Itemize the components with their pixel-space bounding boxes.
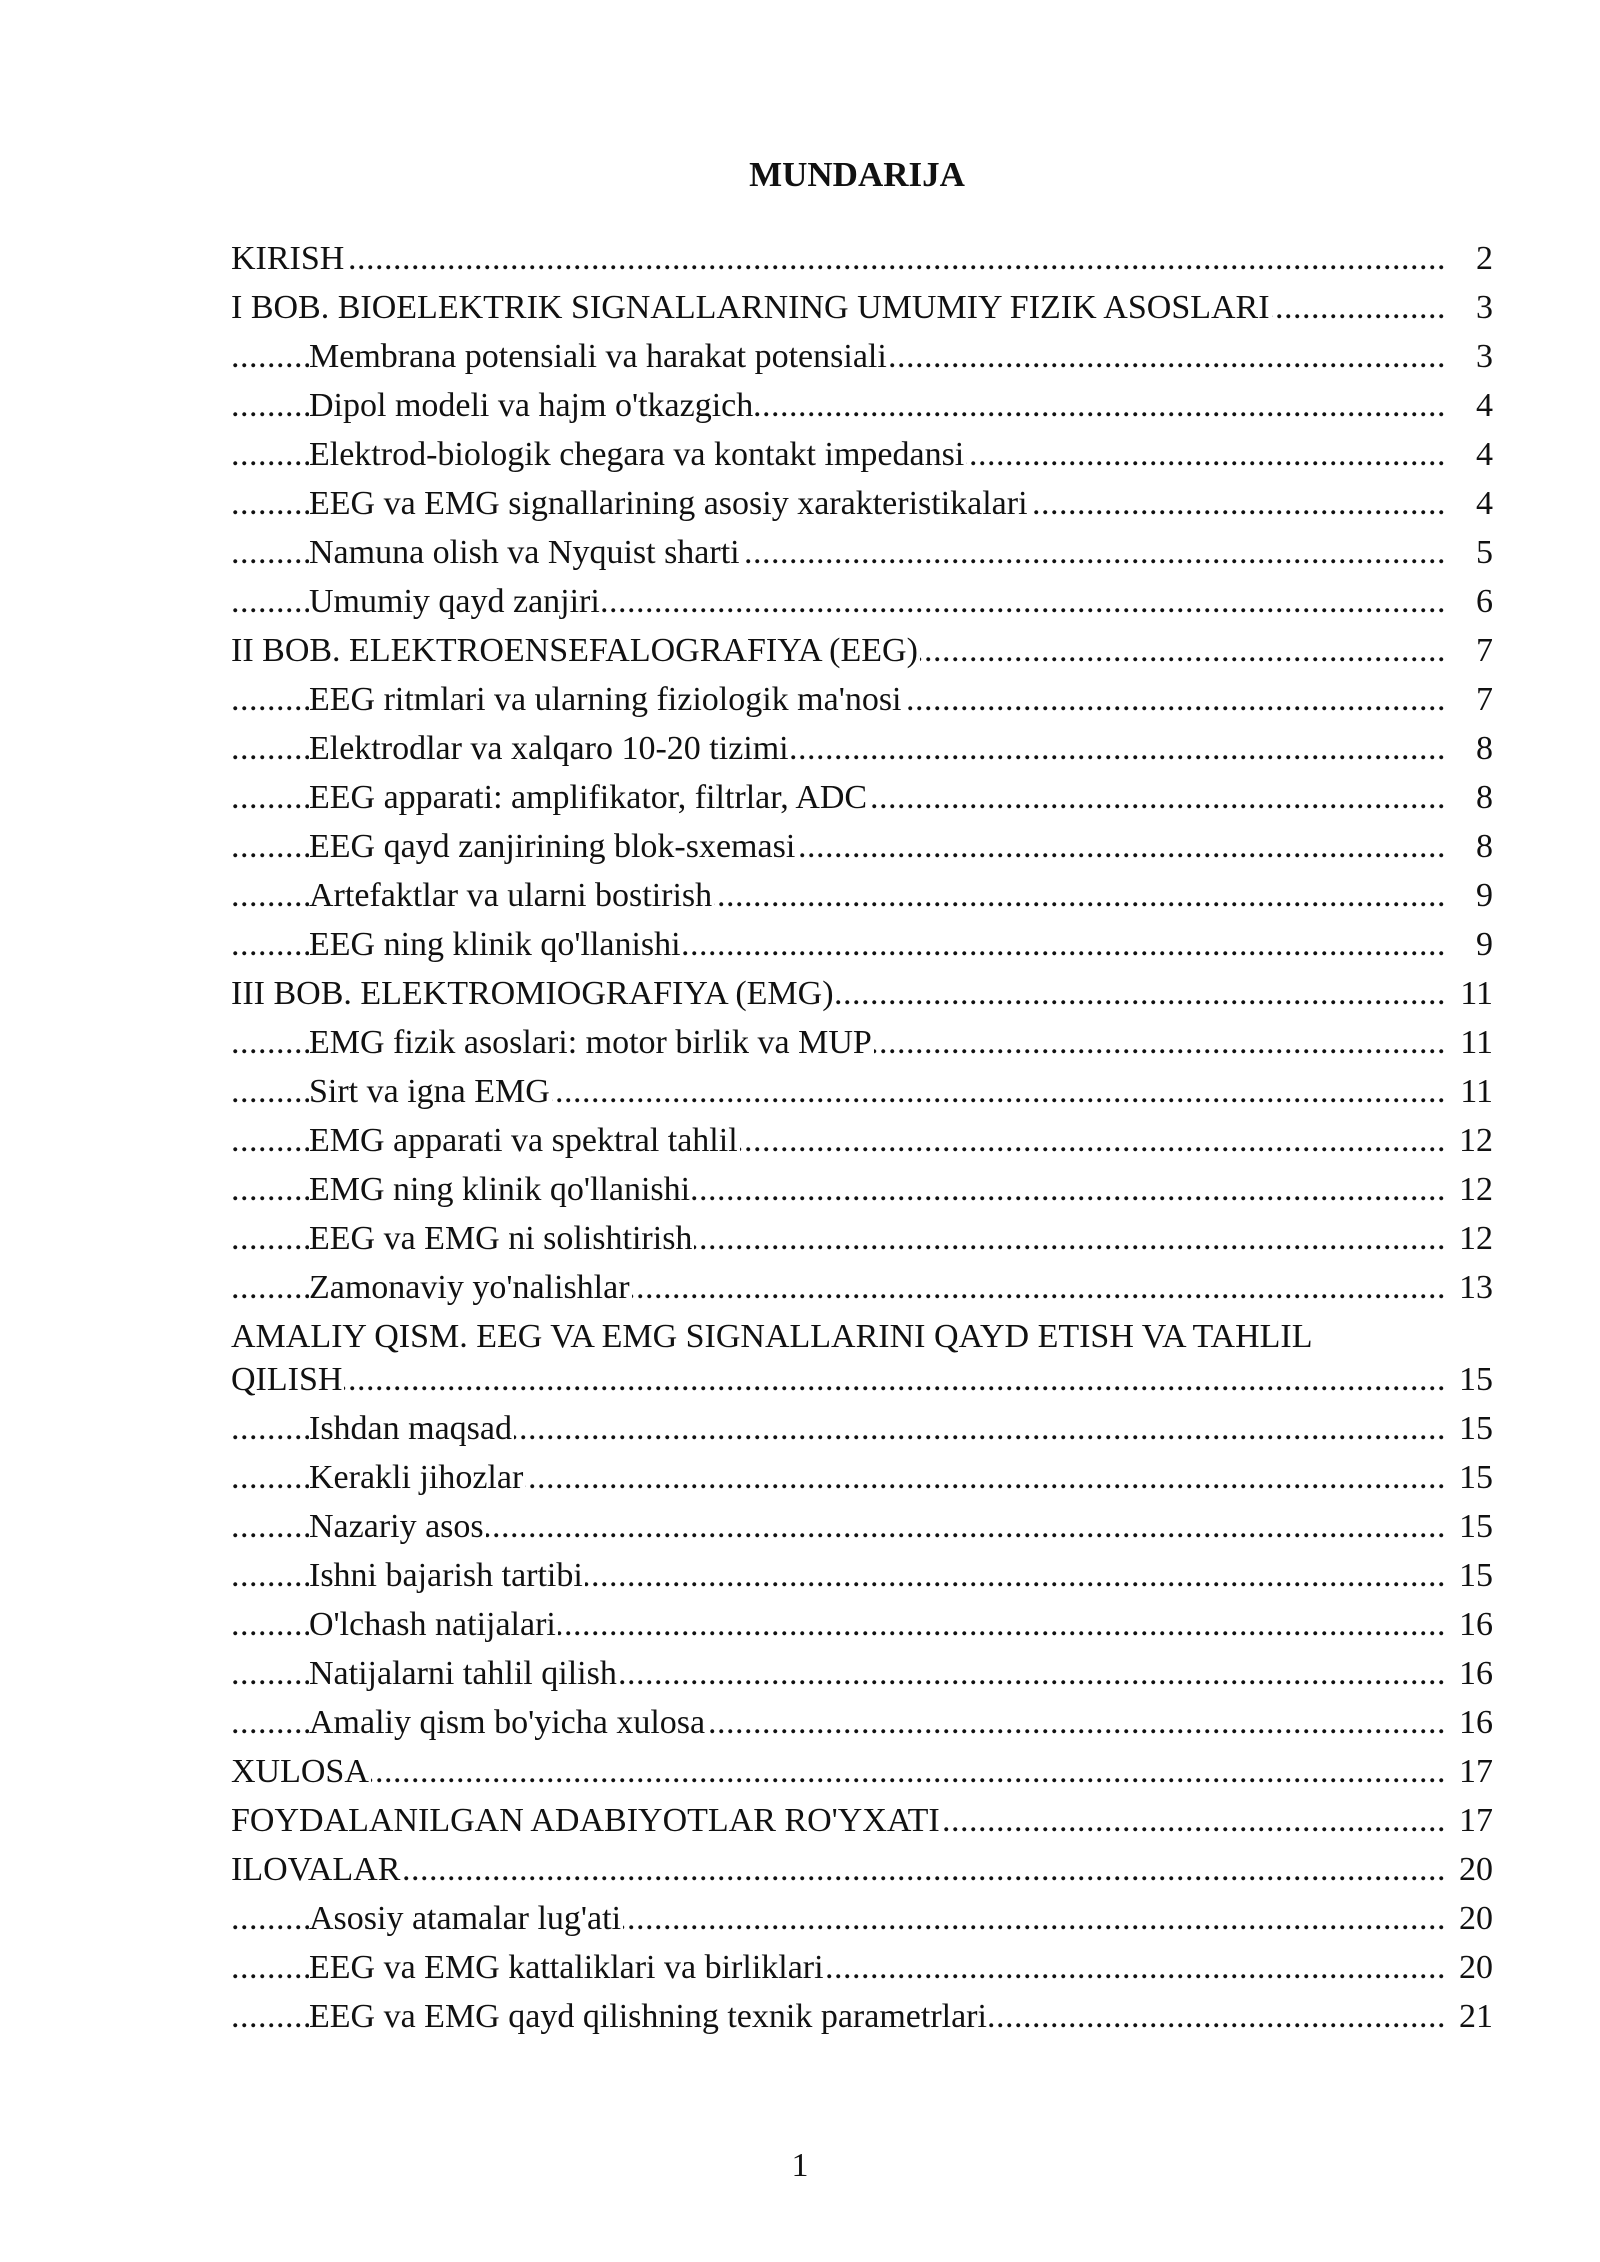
toc-section-entry[interactable] [231,430,1493,479]
toc-page-number: 7 [1447,626,1493,675]
toc-page-number: 8 [1447,773,1493,822]
toc-section-entry[interactable] [231,920,1493,969]
toc-section-entry[interactable] [231,773,1493,822]
toc-entry-label: II BOB. ELEKTROENSEFALOGRAFIYA (EEG) [231,626,920,675]
toc-entry-label: III BOB. ELEKTROMIOGRAFIYA (EMG) [231,969,836,1018]
toc-section-entry[interactable] [231,724,1493,773]
toc-page-number: 4 [1447,430,1493,479]
toc-section-entry[interactable] [231,1018,1493,1067]
toc-entry-label: EEG va EMG ni solishtirish [309,1214,694,1263]
toc-page-number: 11 [1447,969,1493,1018]
toc-section-entry[interactable] [231,332,1493,381]
toc-entry-label: Asosiy atamalar lug'ati [309,1894,623,1943]
toc-section-entry[interactable] [231,1214,1493,1263]
toc-chapter-entry[interactable] [231,1312,1493,1404]
toc-entry-label: XULOSA [231,1747,371,1796]
toc-section-entry[interactable] [231,1263,1493,1312]
toc-page-number: 8 [1447,822,1493,871]
toc-entry-label: EEG va EMG qayd qilishning texnik parametrlari [309,1992,989,2041]
toc-page-number: 3 [1447,332,1493,381]
toc-entry-label: Elektrodlar va xalqaro 10-20 tizimi [309,724,791,773]
toc-entry-label: EEG ning klinik qo'llanishi [309,920,683,969]
toc-section-entry[interactable] [231,1649,1493,1698]
toc-page-number: 5 [1447,528,1493,577]
toc-page-number: 12 [1447,1165,1493,1214]
toc-chapter-entry[interactable] [231,1747,1493,1796]
toc-page-number: 3 [1447,283,1493,332]
toc-section-entry[interactable] [231,1404,1493,1453]
toc-page-number: 12 [1447,1116,1493,1165]
toc-entry-label: Zamonaviy yo'nalishlar [309,1263,632,1312]
toc-section-entry[interactable] [231,479,1493,528]
toc-section-entry[interactable] [231,871,1493,920]
toc-page-number: 8 [1447,724,1493,773]
toc-entry-label: EEG va EMG kattaliklari va birliklari [309,1943,826,1992]
toc-section-entry[interactable] [231,1992,1493,2041]
toc-section-entry[interactable] [231,1943,1493,1992]
toc-section-entry[interactable] [231,1067,1493,1116]
toc-leader-dots [231,1845,1447,1894]
toc-chapter-entry[interactable] [231,626,1493,675]
toc-entry-label: Dipol modeli va hajm o'tkazgich [309,381,755,430]
toc-page-number: 11 [1447,1018,1493,1067]
toc-entry-label: Kerakli jihozlar [309,1453,525,1502]
toc-section-entry[interactable] [231,1165,1493,1214]
toc-entry-label: EEG ritmlari va ularning fiziologik ma'nosi [309,675,904,724]
toc-section-entry[interactable] [231,1502,1493,1551]
toc-entry-label: Umumiy qayd zanjiri [309,577,602,626]
toc-page-number: 21 [1447,1992,1493,2041]
toc-page-number: 17 [1447,1796,1493,1845]
page-number: 1 [791,2147,809,2184]
toc-entry-label: Sirt va igna EMG [309,1067,552,1116]
toc-entry-label: Ishni bajarish tartibi [309,1551,585,1600]
toc-page-number: 16 [1447,1649,1493,1698]
toc-page-number: 15 [1447,1355,1493,1404]
toc-entry-label: Artefaktlar va ularni bostirish [309,871,714,920]
toc-page-number: 20 [1447,1894,1493,1943]
toc-entry-label: AMALIY QISM. EEG VA EMG SIGNALLARINI QAYD ETISH VA TAHLIL [231,1318,1313,1355]
toc-page-number: 20 [1447,1943,1493,1992]
toc-page-number: 4 [1447,381,1493,430]
toc-entry-label: EMG fizik asoslari: motor birlik va MUP [309,1018,874,1067]
toc-leader-dots [231,1355,1447,1404]
toc-page-number: 7 [1447,675,1493,724]
toc-chapter-entry[interactable] [231,1796,1493,1845]
toc-section-entry[interactable] [231,822,1493,871]
toc-page-number: 17 [1447,1747,1493,1796]
toc-page-number: 11 [1447,1067,1493,1116]
toc-section-entry[interactable] [231,1551,1493,1600]
toc-entry-label: I BOB. BIOELEKTRIK SIGNALLARNING UMUMIY FIZIK ASOSLARI [231,283,1272,332]
toc-entry-label: Nazariy asos [309,1502,486,1551]
toc-page-number: 4 [1447,479,1493,528]
toc-title: MUNDARIJA [749,155,965,194]
toc-entry-label: Elektrod-biologik chegara va kontakt impedansi [309,430,966,479]
toc-page-number: 9 [1447,871,1493,920]
toc-page-number: 6 [1447,577,1493,626]
toc-section-entry[interactable] [231,528,1493,577]
toc-entry-label: Membrana potensiali va harakat potensiali [309,332,889,381]
toc-section-entry[interactable] [231,1116,1493,1165]
toc-section-entry[interactable] [231,1600,1493,1649]
toc-section-entry[interactable] [231,577,1493,626]
toc-page-number: 12 [1447,1214,1493,1263]
toc-section-entry[interactable] [231,1698,1493,1747]
toc-entry-label: Ishdan maqsad [309,1404,514,1453]
toc-page-number: 15 [1447,1404,1493,1453]
toc-entry-label: EEG qayd zanjirining blok-sxemasi [309,822,797,871]
toc-entry-label: EEG va EMG signallarining asosiy xarakteristikalari [309,479,1030,528]
toc-entry-label: EMG ning klinik qo'llanishi [309,1165,692,1214]
toc-entry-label: EEG apparati: amplifikator, filtrlar, ADC [309,773,869,822]
toc-page-number: 15 [1447,1502,1493,1551]
toc-section-entry[interactable] [231,675,1493,724]
toc-leader-dots [231,234,1447,283]
toc-entry-label-continuation: QILISH [231,1355,344,1404]
toc-page-number: 15 [1447,1551,1493,1600]
toc-entry-label: FOYDALANILGAN ADABIYOTLAR RO'YXATI [231,1796,942,1845]
toc-entry-label: Namuna olish va Nyquist sharti [309,528,742,577]
toc-entry-label: Natijalarni tahlil qilish [309,1649,619,1698]
toc-leader-dots [231,1747,1447,1796]
toc-list [231,234,1493,2041]
toc-page-number: 20 [1447,1845,1493,1894]
toc-section-entry[interactable] [231,1453,1493,1502]
toc-entry-label: KIRISH [231,234,346,283]
toc-page-number: 2 [1447,234,1493,283]
toc-page-number: 16 [1447,1600,1493,1649]
toc-entry-label: O'lchash natijalari [309,1600,558,1649]
toc-chapter-entry[interactable] [231,969,1493,1018]
toc-page-number: 16 [1447,1698,1493,1747]
toc-page-number: 13 [1447,1263,1493,1312]
toc-chapter-entry[interactable] [231,1845,1493,1894]
toc-entry-label: Amaliy qism bo'yicha xulosa [309,1698,707,1747]
toc-chapter-entry[interactable] [231,283,1493,332]
toc-page-number: 9 [1447,920,1493,969]
toc-entry-label: ILOVALAR [231,1845,402,1894]
toc-section-entry[interactable] [231,381,1493,430]
toc-chapter-entry[interactable] [231,234,1493,283]
toc-section-entry[interactable] [231,1894,1493,1943]
toc-entry-label: EMG apparati va spektral tahlil [309,1116,740,1165]
toc-page-number: 15 [1447,1453,1493,1502]
